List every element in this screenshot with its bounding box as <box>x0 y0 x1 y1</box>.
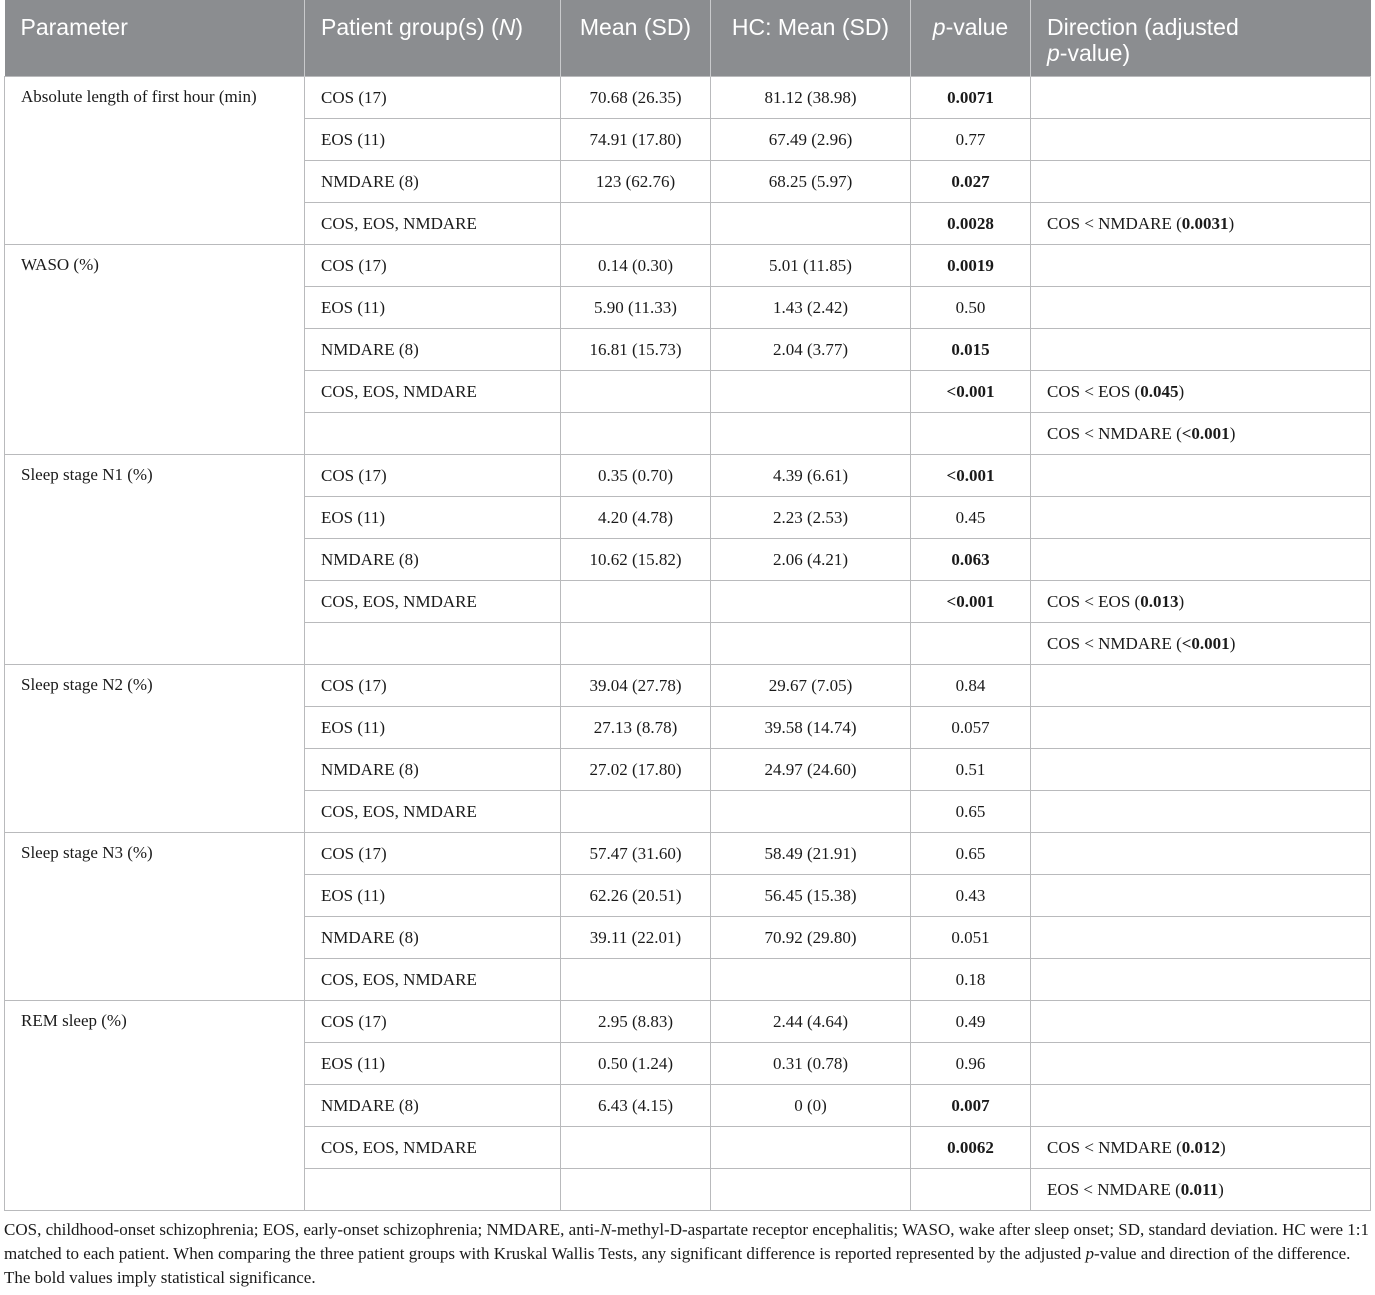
group-cell: EOS (11) <box>305 1043 561 1085</box>
hc-mean-cell <box>711 1127 911 1169</box>
mean-cell <box>561 371 711 413</box>
hc-mean-cell: 67.49 (2.96) <box>711 119 911 161</box>
group-cell <box>305 413 561 455</box>
direction-text: EOS < NMDARE ( <box>1047 1179 1181 1199</box>
hc-mean-cell: 5.01 (11.85) <box>711 245 911 287</box>
group-cell: COS, EOS, NMDARE <box>305 791 561 833</box>
group-cell: COS (17) <box>305 455 561 497</box>
p-value-cell: 0.18 <box>911 959 1031 1001</box>
group-cell: NMDARE (8) <box>305 539 561 581</box>
direction-cell <box>1031 539 1371 581</box>
mean-cell: 74.91 (17.80) <box>561 119 711 161</box>
mean-cell <box>561 959 711 1001</box>
hc-mean-cell: 81.12 (38.98) <box>711 77 911 119</box>
group-cell: COS, EOS, NMDARE <box>305 371 561 413</box>
mean-cell <box>561 623 711 665</box>
direction-adjusted-p: 0.011 <box>1180 1179 1219 1199</box>
p-value-cell: 0.45 <box>911 497 1031 539</box>
p-value-cell: <0.001 <box>911 581 1031 623</box>
p-value-cell: 0.0028 <box>911 203 1031 245</box>
direction-close: ) <box>1229 633 1236 653</box>
hc-mean-cell: 2.06 (4.21) <box>711 539 911 581</box>
mean-cell <box>561 203 711 245</box>
p-value-cell: 0.43 <box>911 875 1031 917</box>
direction-cell <box>1031 959 1371 1001</box>
group-cell: NMDARE (8) <box>305 329 561 371</box>
header-parameter: Parameter <box>5 0 305 77</box>
hc-mean-cell: 56.45 (15.38) <box>711 875 911 917</box>
hc-mean-cell <box>711 581 911 623</box>
direction-cell <box>1031 161 1371 203</box>
direction-cell <box>1031 329 1371 371</box>
group-cell: NMDARE (8) <box>305 749 561 791</box>
mean-cell: 70.68 (26.35) <box>561 77 711 119</box>
results-table-container <box>4 0 1370 1211</box>
mean-cell: 0.14 (0.30) <box>561 245 711 287</box>
header-direction: Direction (adjusted p-value) <box>1031 0 1371 77</box>
direction-cell <box>1031 497 1371 539</box>
p-value-cell: 0.007 <box>911 1085 1031 1127</box>
p-value-cell: 0.0062 <box>911 1127 1031 1169</box>
parameter-cell: REM sleep (%) <box>5 1001 305 1211</box>
direction-cell <box>1031 1085 1371 1127</box>
hc-mean-cell <box>711 1169 911 1211</box>
hc-mean-cell: 29.67 (7.05) <box>711 665 911 707</box>
direction-cell <box>1031 371 1371 413</box>
p-value-cell: 0.015 <box>911 329 1031 371</box>
hc-mean-cell <box>711 791 911 833</box>
mean-cell: 5.90 (11.33) <box>561 287 711 329</box>
direction-cell <box>1031 623 1371 665</box>
hc-mean-cell: 70.92 (29.80) <box>711 917 911 959</box>
group-cell: COS (17) <box>305 77 561 119</box>
table-row <box>5 665 1371 707</box>
p-value-cell: 0.51 <box>911 749 1031 791</box>
p-value-cell: 0.65 <box>911 791 1031 833</box>
table-row <box>5 77 1371 119</box>
header-hc-mean-sd: HC: Mean (SD) <box>711 0 911 77</box>
direction-adjusted-p: <0.001 <box>1181 423 1230 443</box>
p-value-cell: <0.001 <box>911 455 1031 497</box>
p-value-cell: <0.001 <box>911 371 1031 413</box>
p-value-cell <box>911 1169 1031 1211</box>
mean-cell: 27.02 (17.80) <box>561 749 711 791</box>
direction-cell <box>1031 581 1371 623</box>
direction-close: ) <box>1218 1179 1224 1199</box>
hc-mean-cell <box>711 413 911 455</box>
table-footnote: COS, childhood-onset schizophrenia; EOS, early-onset schizophrenia; NMDARE, anti-N-methyl-D-aspartate receptor encephalitis; WASO, wake after sleep onset; SD, standard deviation. HC were 1:1 matched to each patient. When comparing the three patient groups with Kruskal Wallis Tests, any significant difference is reported represented by the adjusted p-value and direction of the difference. The bold values imply statistical significance. <box>4 1220 1369 1287</box>
p-value-cell: 0.0071 <box>911 77 1031 119</box>
table-row <box>5 833 1371 875</box>
p-value-cell: 0.49 <box>911 1001 1031 1043</box>
table-row <box>5 245 1371 287</box>
direction-cell <box>1031 413 1371 455</box>
direction-cell <box>1031 917 1371 959</box>
group-cell <box>305 623 561 665</box>
group-cell: NMDARE (8) <box>305 917 561 959</box>
header-mean-sd: Mean (SD) <box>561 0 711 77</box>
p-value-cell: 0.051 <box>911 917 1031 959</box>
p-value-cell: 0.96 <box>911 1043 1031 1085</box>
results-table <box>4 0 1371 1211</box>
direction-adjusted-p: 0.012 <box>1181 1137 1220 1157</box>
direction-cell <box>1031 707 1371 749</box>
hc-mean-cell: 68.25 (5.97) <box>711 161 911 203</box>
group-cell: COS (17) <box>305 833 561 875</box>
parameter-cell: Sleep stage N2 (%) <box>5 665 305 833</box>
mean-cell: 16.81 (15.73) <box>561 329 711 371</box>
p-value-cell: 0.65 <box>911 833 1031 875</box>
group-cell: COS (17) <box>305 665 561 707</box>
hc-mean-cell: 2.44 (4.64) <box>711 1001 911 1043</box>
group-cell: NMDARE (8) <box>305 161 561 203</box>
parameter-cell: Absolute length of first hour (min) <box>5 77 305 245</box>
group-cell: EOS (11) <box>305 287 561 329</box>
table-row <box>5 1001 1371 1043</box>
group-cell: EOS (11) <box>305 875 561 917</box>
mean-cell: 2.95 (8.83) <box>561 1001 711 1043</box>
hc-mean-cell <box>711 959 911 1001</box>
parameter-cell: Sleep stage N1 (%) <box>5 455 305 665</box>
direction-close: ) <box>1229 423 1236 443</box>
direction-cell <box>1031 1001 1371 1043</box>
p-value-cell: 0.77 <box>911 119 1031 161</box>
mean-cell: 57.47 (31.60) <box>561 833 711 875</box>
mean-cell: 39.11 (22.01) <box>561 917 711 959</box>
direction-text: COS < NMDARE ( <box>1047 423 1182 443</box>
mean-cell <box>561 581 711 623</box>
direction-cell <box>1031 875 1371 917</box>
direction-cell <box>1031 77 1371 119</box>
group-cell: COS (17) <box>305 245 561 287</box>
direction-cell <box>1031 665 1371 707</box>
header-p-value: p-value <box>911 0 1031 77</box>
direction-adjusted-p: 0.045 <box>1140 381 1179 401</box>
hc-mean-cell: 58.49 (21.91) <box>711 833 911 875</box>
direction-text: COS < NMDARE ( <box>1047 633 1182 653</box>
group-cell: COS, EOS, NMDARE <box>305 1127 561 1169</box>
direction-cell <box>1031 1127 1371 1169</box>
hc-mean-cell <box>711 623 911 665</box>
group-cell: EOS (11) <box>305 707 561 749</box>
mean-cell: 6.43 (4.15) <box>561 1085 711 1127</box>
mean-cell: 10.62 (15.82) <box>561 539 711 581</box>
mean-cell: 62.26 (20.51) <box>561 875 711 917</box>
p-value-cell: 0.0019 <box>911 245 1031 287</box>
direction-text: COS < EOS ( <box>1047 591 1141 611</box>
direction-cell <box>1031 287 1371 329</box>
group-cell <box>305 1169 561 1211</box>
table-body <box>5 77 1371 1211</box>
group-cell: COS, EOS, NMDARE <box>305 581 561 623</box>
mean-cell: 4.20 (4.78) <box>561 497 711 539</box>
direction-close: ) <box>1178 381 1185 401</box>
mean-cell: 27.13 (8.78) <box>561 707 711 749</box>
direction-cell <box>1031 1169 1371 1211</box>
p-value-cell <box>911 623 1031 665</box>
hc-mean-cell: 0 (0) <box>711 1085 911 1127</box>
p-value-cell: 0.063 <box>911 539 1031 581</box>
hc-mean-cell: 4.39 (6.61) <box>711 455 911 497</box>
table-row <box>5 455 1371 497</box>
mean-cell: 0.50 (1.24) <box>561 1043 711 1085</box>
group-cell: COS (17) <box>305 1001 561 1043</box>
hc-mean-cell: 24.97 (24.60) <box>711 749 911 791</box>
p-value-cell: 0.057 <box>911 707 1031 749</box>
mean-cell <box>561 1169 711 1211</box>
mean-cell <box>561 1127 711 1169</box>
hc-mean-cell: 1.43 (2.42) <box>711 287 911 329</box>
direction-cell <box>1031 119 1371 161</box>
parameter-cell: WASO (%) <box>5 245 305 455</box>
parameter-cell: Sleep stage N3 (%) <box>5 833 305 1001</box>
table-header-row <box>5 0 1371 77</box>
direction-cell <box>1031 791 1371 833</box>
direction-close: ) <box>1178 591 1185 611</box>
group-cell: COS, EOS, NMDARE <box>305 203 561 245</box>
mean-cell <box>561 413 711 455</box>
group-cell: EOS (11) <box>305 497 561 539</box>
mean-cell: 39.04 (27.78) <box>561 665 711 707</box>
direction-cell <box>1031 833 1371 875</box>
hc-mean-cell <box>711 371 911 413</box>
header-patient-groups: Patient group(s) (N) <box>305 0 561 77</box>
group-cell: NMDARE (8) <box>305 1085 561 1127</box>
hc-mean-cell <box>711 203 911 245</box>
direction-text: COS < NMDARE ( <box>1047 1137 1182 1157</box>
direction-close: ) <box>1228 213 1235 233</box>
direction-cell <box>1031 749 1371 791</box>
hc-mean-cell: 2.23 (2.53) <box>711 497 911 539</box>
direction-cell <box>1031 203 1371 245</box>
direction-cell <box>1031 245 1371 287</box>
direction-cell <box>1031 455 1371 497</box>
direction-adjusted-p: <0.001 <box>1181 633 1230 653</box>
direction-adjusted-p: 0.013 <box>1140 591 1179 611</box>
p-value-cell: 0.027 <box>911 161 1031 203</box>
group-cell: COS, EOS, NMDARE <box>305 959 561 1001</box>
direction-cell <box>1031 1043 1371 1085</box>
hc-mean-cell: 2.04 (3.77) <box>711 329 911 371</box>
p-value-cell <box>911 413 1031 455</box>
hc-mean-cell: 0.31 (0.78) <box>711 1043 911 1085</box>
direction-text: COS < EOS ( <box>1047 381 1141 401</box>
group-cell: EOS (11) <box>305 119 561 161</box>
p-value-cell: 0.50 <box>911 287 1031 329</box>
p-value-cell: 0.84 <box>911 665 1031 707</box>
direction-adjusted-p: 0.0031 <box>1181 213 1229 233</box>
mean-cell: 0.35 (0.70) <box>561 455 711 497</box>
mean-cell: 123 (62.76) <box>561 161 711 203</box>
hc-mean-cell: 39.58 (14.74) <box>711 707 911 749</box>
mean-cell <box>561 791 711 833</box>
direction-text: COS < NMDARE ( <box>1047 213 1182 233</box>
direction-close: ) <box>1220 1137 1226 1157</box>
